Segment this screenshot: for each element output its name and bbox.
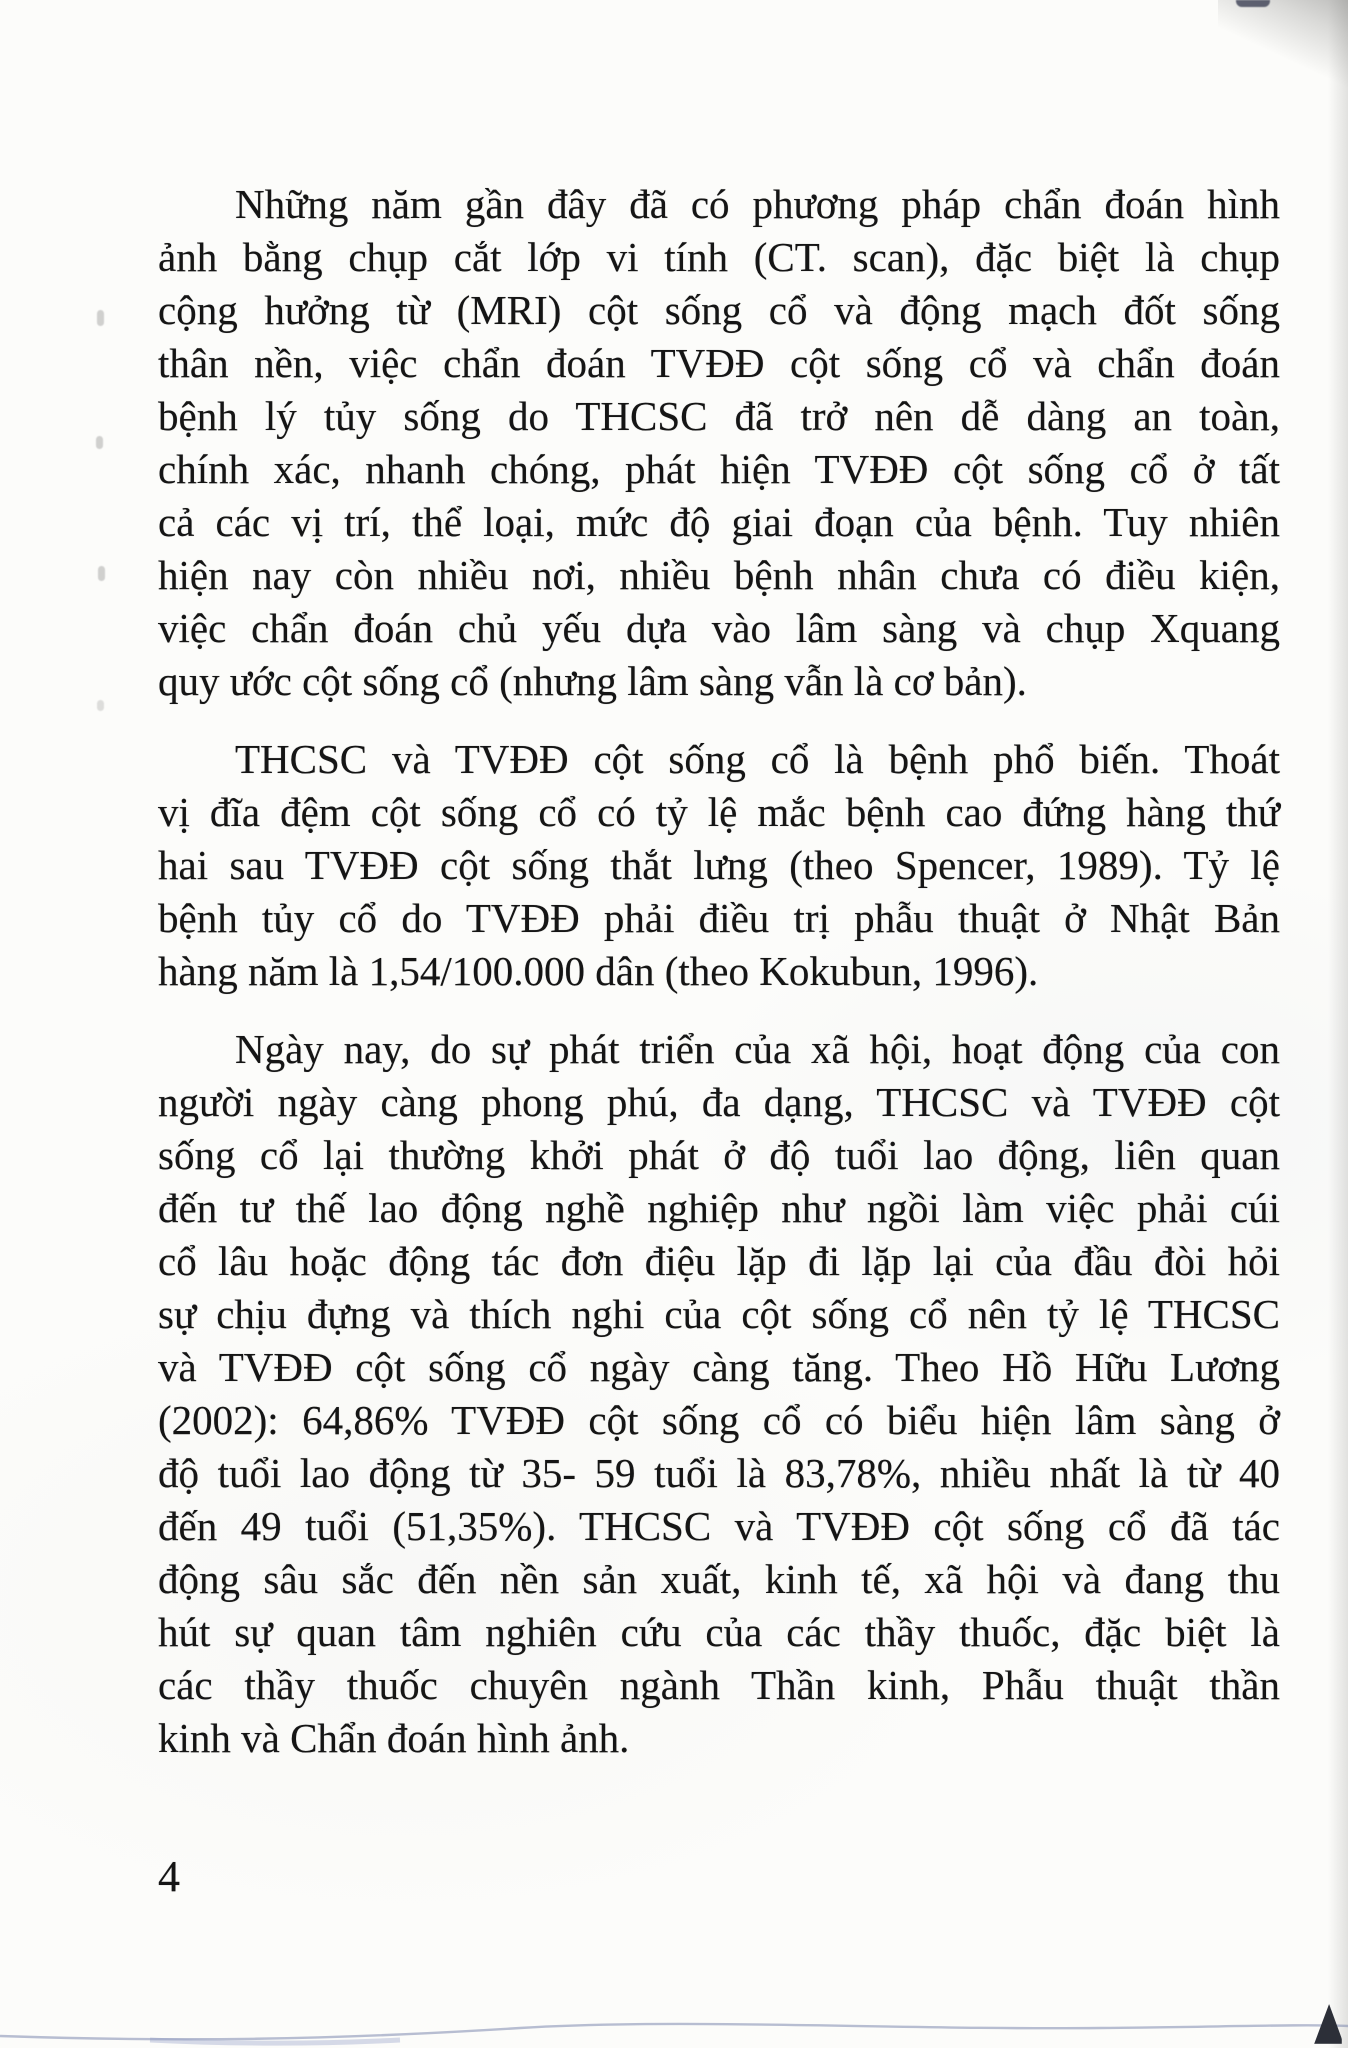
- scan-artifact-smudge: [97, 310, 104, 326]
- paragraph: [158, 1023, 1280, 1765]
- scan-artifact-bottom-curve: [0, 1988, 1348, 2048]
- text-line: việc chẩn đoán chủ yếu dựa vào lâm sàng và chụp Xquang: [158, 605, 1280, 651]
- text-line: sống cổ lại thường khởi phát ở độ tuổi lao động, liên quan: [158, 1132, 1280, 1178]
- paragraph: [158, 178, 1280, 708]
- scan-artifact-smudge: [97, 700, 104, 711]
- text-line: bệnh lý tủy sống do THCSC đã trở nên dễ dàng an toàn,: [158, 393, 1280, 439]
- text-line: Những năm gần đây đã có phương pháp chẩn đoán hình: [235, 181, 1280, 227]
- text-line: Ngày nay, do sự phát triển của xã hội, hoạt động của con: [235, 1026, 1280, 1072]
- text-line: đến tư thế lao động nghề nghiệp như ngồi làm việc phải cúi: [158, 1185, 1280, 1231]
- text-line: (2002): 64,86% TVĐĐ cột sống cổ có biểu hiện lâm sàng ở: [158, 1397, 1280, 1443]
- text-line: hàng năm là 1,54/100.000 dân (theo Kokubun, 1996).: [158, 948, 1039, 994]
- body-text: [158, 178, 1280, 1790]
- text-line: và TVĐĐ cột sống cổ ngày càng tăng. Theo Hồ Hữu Lương: [158, 1344, 1280, 1390]
- text-line: các thầy thuốc chuyên ngành Thần kinh, Phẫu thuật thần: [158, 1662, 1280, 1708]
- text-line: kinh và Chẩn đoán hình ảnh.: [158, 1715, 630, 1761]
- text-line: hút sự quan tâm nghiên cứu của các thầy thuốc, đặc biệt là: [158, 1609, 1280, 1655]
- text-line: chính xác, nhanh chóng, phát hiện TVĐĐ cột sống cổ ở tất: [158, 446, 1280, 492]
- text-line: cộng hưởng từ (MRI) cột sống cổ và động mạch đốt sống: [158, 287, 1280, 333]
- text-line: ảnh bằng chụp cắt lớp vi tính (CT. scan), đặc biệt là chụp: [158, 234, 1280, 280]
- text-line: đến 49 tuổi (51,35%). THCSC và TVĐĐ cột sống cổ đã tác: [158, 1503, 1280, 1549]
- text-line: bệnh tủy cổ do TVĐĐ phải điều trị phẫu thuật ở Nhật Bản: [158, 895, 1280, 941]
- text-line: người ngày càng phong phú, đa dạng, THCSC và TVĐĐ cột: [158, 1079, 1280, 1125]
- text-line: vị đĩa đệm cột sống cổ có tỷ lệ mắc bệnh cao đứng hàng thứ: [158, 789, 1280, 835]
- text-line: sự chịu đựng và thích nghi của cột sống cổ nên tỷ lệ THCSC: [158, 1291, 1280, 1337]
- scan-artifact-smudge: [96, 436, 103, 449]
- scan-artifact-smudge: [98, 566, 105, 581]
- text-line: quy ước cột sống cổ (nhưng lâm sàng vẫn là cơ bản).: [158, 658, 1027, 704]
- text-line: hai sau TVĐĐ cột sống thắt lưng (theo Spencer, 1989). Tỷ lệ: [158, 842, 1280, 888]
- text-line: cổ lâu hoặc động tác đơn điệu lặp đi lặp lại của đầu đòi hỏi: [158, 1238, 1280, 1284]
- text-line: THCSC và TVĐĐ cột sống cổ là bệnh phổ biến. Thoát: [235, 736, 1280, 782]
- text-line: độ tuổi lao động từ 35- 59 tuổi là 83,78%, nhiều nhất là từ 40: [158, 1450, 1280, 1496]
- paragraph: [158, 733, 1280, 998]
- scan-artifact-top-mark: [1236, 0, 1270, 7]
- text-line: động sâu sắc đến nền sản xuất, kinh tế, xã hội và đang thu: [158, 1556, 1280, 1602]
- scan-artifact-right-edge: [1328, 0, 1348, 2048]
- text-line: thân nền, việc chẩn đoán TVĐĐ cột sống cổ và chẩn đoán: [158, 340, 1280, 386]
- text-line: cả các vị trí, thể loại, mức độ giai đoạn của bệnh. Tuy nhiên: [158, 499, 1280, 545]
- page-number: 4: [158, 1852, 180, 1901]
- text-line: hiện nay còn nhiều nơi, nhiều bệnh nhân chưa có điều kiện,: [158, 552, 1280, 598]
